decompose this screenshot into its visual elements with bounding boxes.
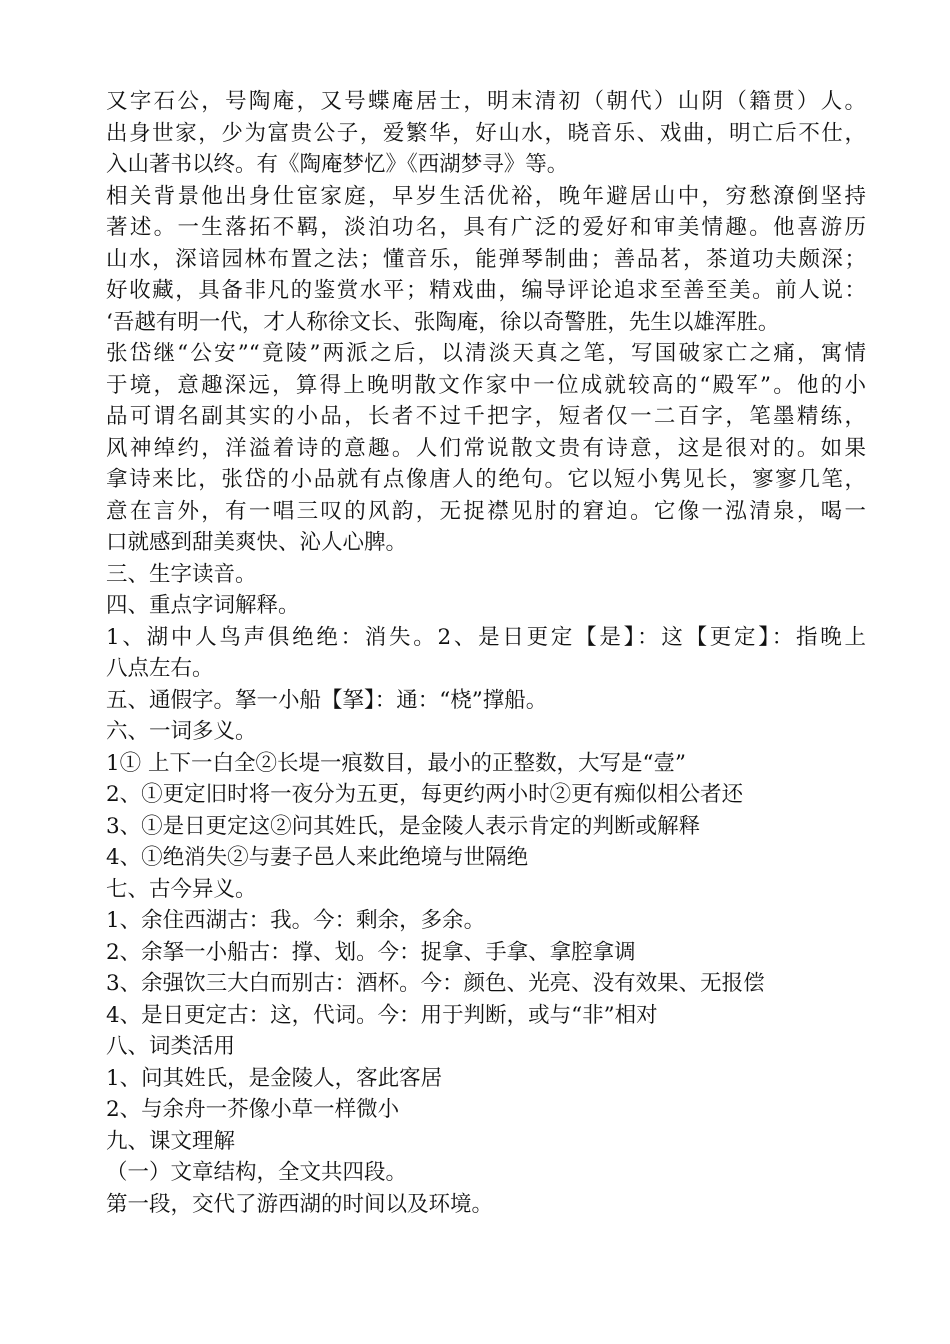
text-line: 3、余强饮三大白而别古：酒杯。今：颜色、光亮、没有效果、无报偿: [106, 971, 765, 996]
text-line: 2、与余舟一芥像小草一样微小: [106, 1097, 400, 1122]
text-line: 1、湖中人鸟声俱绝绝：消失。2、是日更定【是】：这【更定】：指晚上: [106, 624, 866, 650]
text-line: 相关背景他出身仕宦家庭，早岁生活优裕，晚年避居山中，穷愁潦倒坚持: [106, 183, 866, 209]
text-line: 八点左右。: [106, 656, 214, 681]
text-line: 又字石公，号陶庵，又号蝶庵居士，明末清初（朝代）山阴（籍贯）人。: [106, 89, 866, 114]
text-line: 2、余拏一小船古：撑、划。今：捉拿、手拿、拿腔拿调: [106, 939, 636, 965]
text-line: 张岱继“公安”“竟陵”两派之后，以清淡天真之笔，写国破家亡之痛，寓情: [106, 341, 866, 366]
text-line: 山水，深谙园林布置之法；懂音乐，能弹琴制曲；善品茗，茶道功夫颇深；: [106, 246, 866, 272]
text-line: 口就感到甜美爽快、沁人心脾。: [106, 530, 408, 555]
text-line: 1、问其姓氏，是金陵人，客此客居: [106, 1065, 443, 1091]
text-line: ‘吾越有明一代，才人称徐文长、张陶庵，徐以奇警胜，先生以雄浑胜。: [106, 309, 780, 335]
text-line: 五、通假字。拏一小船【拏】：通：“桡”撑船。: [106, 687, 548, 713]
text-line: 意在言外，有一唱三叹的风韵，无捉襟见肘的窘迫。它像一泓清泉，喝一: [106, 498, 866, 524]
text-line: 拿诗来比，张岱的小品就有点像唐人的绝句。它以短小隽见长，寥寥几笔，: [106, 467, 866, 492]
text-line: 3、①是日更定这②问其姓氏，是金陵人表示肯定的判断或解释: [106, 813, 701, 839]
text-line: 风神绰约，洋溢着诗的意趣。人们常说散文贵有诗意，这是很对的。如果: [106, 435, 866, 461]
text-line: 入山著书以终。有《陶庵梦忆》《西湖梦寻》等。: [106, 152, 569, 177]
text-line: 品可谓名副其实的小品，长者不过千把字，短者仅一二百字，笔墨精练，: [106, 404, 866, 429]
text-line: 三、生字读音。: [106, 561, 257, 587]
text-line: 六、一词多义。: [106, 719, 257, 744]
text-line: 七、古今异义。: [106, 876, 257, 902]
text-line: 八、词类活用: [106, 1034, 236, 1059]
text-line: 第一段，交代了游西湖的时间以及环境。: [106, 1191, 494, 1217]
text-line: 4、是日更定古：这，代词。今：用于判断，或与“非”相对: [106, 1002, 658, 1028]
text-line: 四、重点字词解释。: [106, 593, 300, 618]
text-line: 好收藏，具备非凡的鉴赏水平；精戏曲，编导评论追求至善至美。前人说：: [106, 278, 866, 303]
text-line: 九、课文理解: [106, 1128, 236, 1154]
text-line: 著述。一生落拓不羁，淡泊功名，具有广泛的爱好和审美情趣。他喜游历: [106, 215, 866, 240]
text-line: 4、①绝消失②与妻子邑人来此绝境与世隔绝: [106, 845, 529, 870]
document-page: [106, 86, 866, 1220]
text-line: （一）文章结构，全文共四段。: [106, 1160, 408, 1185]
text-line: 2、①更定旧时将一夜分为五更，每更约两小时②更有痴似相公者还: [106, 782, 744, 807]
text-line: 出身世家，少为富贵公子，爱繁华，好山水，晓音乐、戏曲，明亡后不仕，: [106, 120, 866, 146]
text-line: 1、余住西湖古：我。今：剩余，多余。: [106, 908, 486, 933]
text-line: 1① 上下一白全②长堤一痕数目，最小的正整数，大写是“壹”: [106, 750, 686, 776]
text-line: 于境，意趣深远，算得上晚明散文作家中一位成就较高的“殿军”。他的小: [106, 372, 866, 398]
